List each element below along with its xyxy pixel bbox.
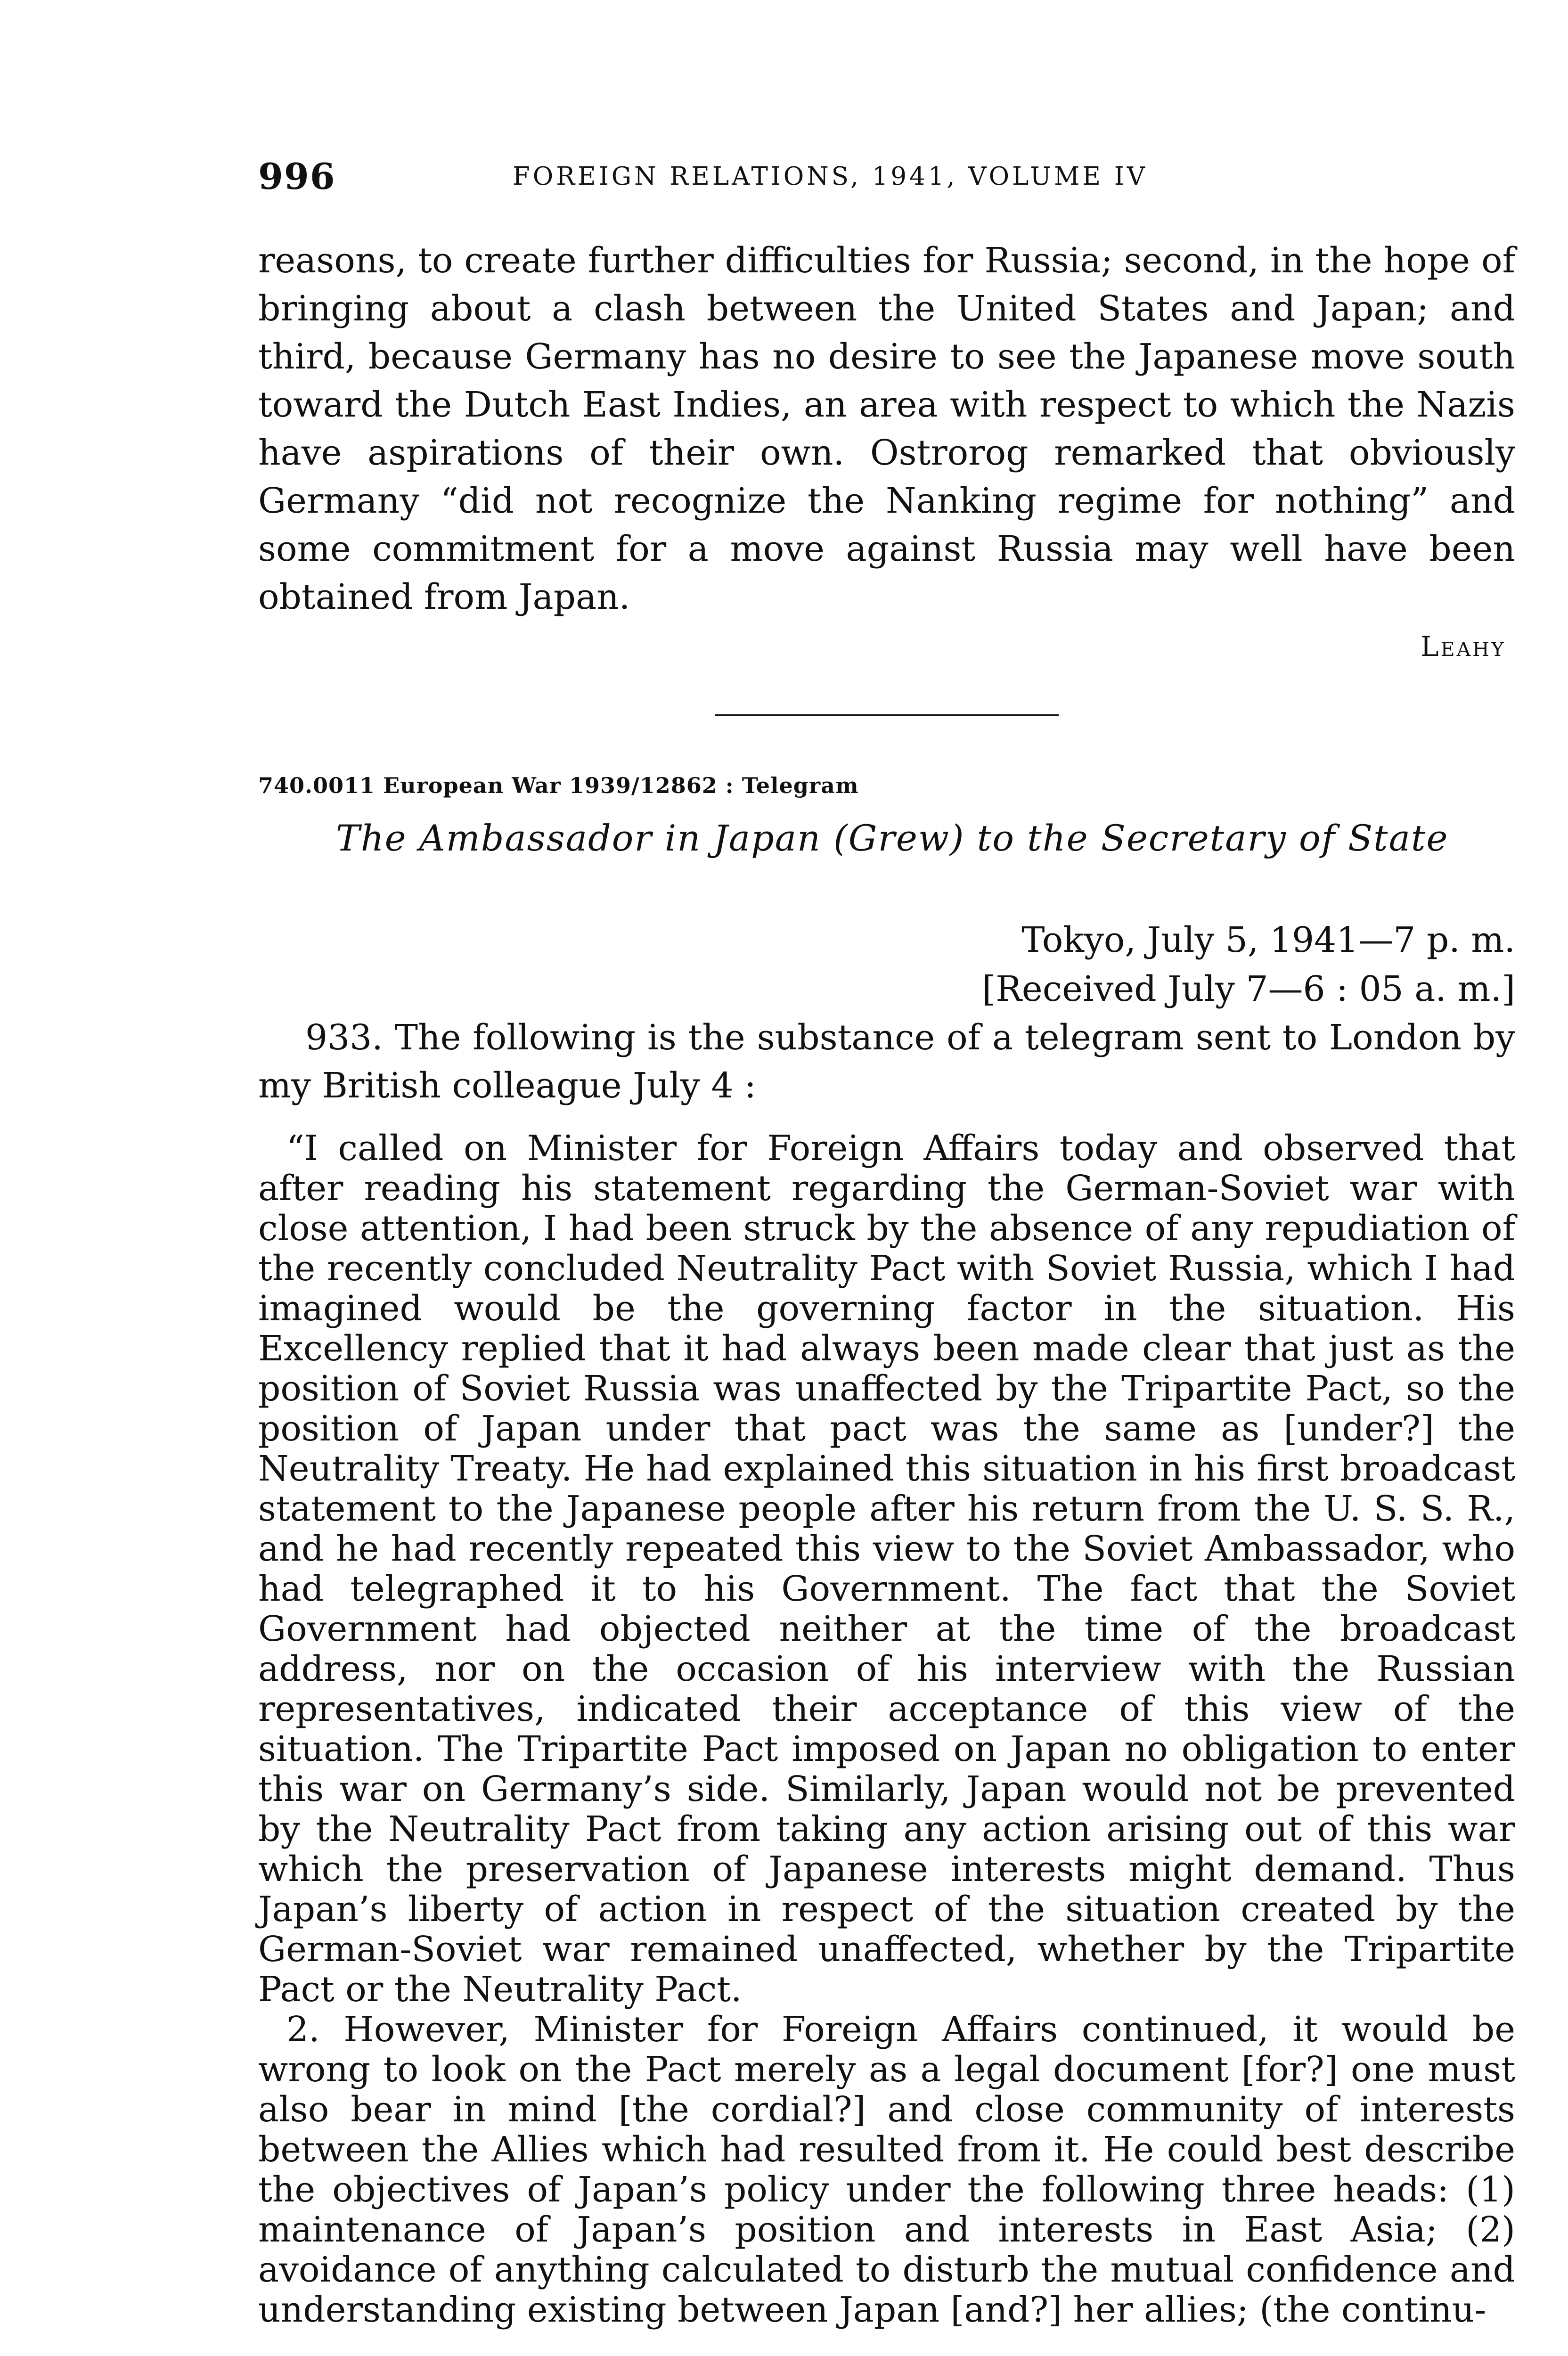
- dateline: Tokyo, July 5, 1941—7 p. m.: [1021, 920, 1515, 960]
- received-line: [Received July 7—6 : 05 a. m.]: [982, 969, 1515, 1009]
- document-title: The Ambassador in Japan (Grew) to the Secretary of State: [336, 817, 1449, 859]
- running-head: [258, 155, 1515, 207]
- page-number: 996: [258, 155, 336, 197]
- section-divider: [715, 714, 1059, 716]
- quoted-paragraph-1: “I called on Minister for Foreign Affairs today and observed that after reading his statement regarding the German-Soviet war with close attention, I had been struck by the absence of any repudiation of the recently concluded Neutrality Pact with Soviet Russia, which I had imagined would be the governing factor in the situation. His Excellency replied that it had always been made clear that just as the position of Soviet Russia was unaffected by the Tripartite Pact, so the position of Japan under that pact was the same as [under?] the Neutrality Treaty. He had explained this situation in his first broadcast statement to the Japanese people after his return from the U. S. S. R., and he had recently repeated this view to the Soviet Ambassador, who had telegraphed it to his Government. The fact that the Soviet Government had objected neither at the time of the broadcast address, nor on the occasion of his interview with the Russian representatives, indicated their acceptance of this view of the situation. The Tripartite Pact imposed on Japan no obligation to enter this war on Germany’s side. Similarly, Japan would not be prevented by the Neutrality Pact from taking any action arising out of this war which the preservation of Japanese interests might demand. Thus Japan’s liberty of action in respect of the situation created by the German-Soviet war remained unaffected, whether by the Tripartite Pact or the Neutrality Pact.: [258, 1128, 1515, 2010]
- document-page: [258, 155, 1515, 2330]
- telegram-intro: 933. The following is the substance of a telegram sent to London by my British colleague July 4 :: [258, 1017, 1515, 1106]
- signature: Leahy: [1421, 630, 1506, 663]
- running-title: FOREIGN RELATIONS, 1941, VOLUME IV: [513, 162, 1148, 191]
- continuation-paragraph: reasons, to create further difficulties for Russia; second, in the hope of bringing about a clash between the United States and Japan; and third, because Germany has no desire to see the Japanese move south toward the Dutch East Indies, an area with respect to which the Nazis have aspirations of their own. Ostrorog remarked that obviously Germany “did not recognize the Nanking regime for nothing” and some commitment for a move against Russia may well have been obtained from Japan.: [258, 240, 1515, 617]
- quoted-paragraph-2: 2. However, Minister for Foreign Affairs continued, it would be wrong to look on the Pact merely as a legal document [for?] one must also bear in mind [the cordial?] and close community of interests between the Allies which had resulted from it. He could best describe the objectives of Japan’s policy under the following three heads: (1) maintenance of Japan’s position and interests in East Asia; (2) avoidance of anything calculated to disturb the mutual confidence and understanding existing between Japan [and?] her allies; (the continu-: [258, 2009, 1515, 2330]
- file-reference: 740.0011 European War 1939/12862 : Telegram: [258, 773, 859, 798]
